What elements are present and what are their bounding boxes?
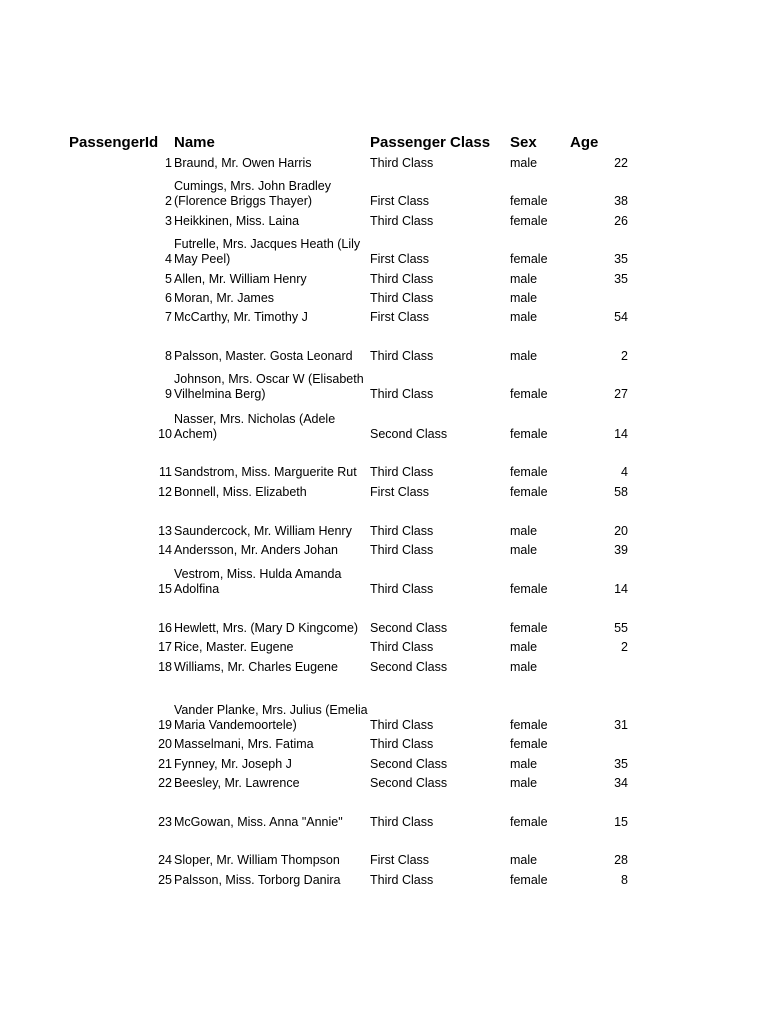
cell-name: Vestrom, Miss. Hulda Amanda Adolfina — [174, 567, 342, 596]
cell-passenger-id: 3 — [165, 214, 172, 228]
cell-passenger-id: 12 — [158, 485, 172, 499]
cell-name: McGowan, Miss. Anna "Annie" — [174, 815, 343, 829]
cell-sex: female — [510, 214, 548, 228]
cell-passenger-id: 2 — [165, 194, 172, 208]
cell-sex: male — [510, 757, 538, 771]
cell-name: Braund, Mr. Owen Harris — [174, 156, 312, 170]
cell-passenger-id: 13 — [158, 524, 172, 538]
cell-name: Vander Planke, Mrs. Julius (Emelia Maria Vandemoortele) — [174, 703, 368, 732]
cell-age: 27 — [614, 387, 628, 401]
header-sex: Sex — [510, 134, 537, 151]
cell-passenger-class: Third Class — [370, 815, 434, 829]
cell-passenger-id: 10 — [158, 427, 172, 441]
cell-sex: female — [510, 873, 548, 887]
cell-age: 38 — [614, 194, 628, 208]
cell-age: 4 — [621, 465, 628, 479]
cell-age: 35 — [614, 757, 628, 771]
cell-passenger-class: Third Class — [370, 543, 434, 557]
cell-passenger-class: Third Class — [370, 640, 434, 654]
header-name: Name — [174, 134, 215, 151]
cell-sex: male — [510, 524, 538, 538]
cell-passenger-class: First Class — [370, 485, 430, 499]
cell-passenger-class: Third Class — [370, 873, 434, 887]
cell-passenger-class: Third Class — [370, 387, 434, 401]
header-age: Age — [570, 134, 599, 151]
cell-passenger-class: Third Class — [370, 214, 434, 228]
cell-age: 2 — [621, 349, 628, 363]
cell-passenger-id: 24 — [158, 853, 172, 867]
cell-sex: female — [510, 737, 548, 751]
table-row — [0, 446, 768, 480]
table-row — [0, 485, 768, 500]
table-row — [0, 222, 768, 267]
cell-sex: female — [510, 718, 548, 732]
table-row — [0, 164, 768, 209]
cell-sex: male — [510, 291, 538, 305]
cell-sex: female — [510, 465, 548, 479]
cell-name: Bonnell, Miss. Elizabeth — [174, 485, 307, 499]
table-row — [0, 834, 768, 868]
cell-passenger-class: Third Class — [370, 349, 434, 363]
cell-passenger-id: 25 — [158, 873, 172, 887]
cell-passenger-id: 9 — [165, 387, 172, 401]
cell-passenger-class: First Class — [370, 252, 430, 266]
cell-name: Williams, Mr. Charles Eugene — [174, 660, 338, 674]
cell-passenger-id: 16 — [158, 621, 172, 635]
table-row — [0, 397, 768, 442]
cell-passenger-id: 23 — [158, 815, 172, 829]
cell-age: 26 — [614, 214, 628, 228]
cell-age: 8 — [621, 873, 628, 887]
cell-name: Rice, Master. Eugene — [174, 640, 294, 654]
cell-name: Fynney, Mr. Joseph J — [174, 757, 292, 771]
cell-passenger-class: Third Class — [370, 524, 434, 538]
cell-passenger-class: Second Class — [370, 427, 448, 441]
cell-passenger-class: Second Class — [370, 776, 448, 790]
cell-passenger-class: First Class — [370, 853, 430, 867]
cell-age: 35 — [614, 272, 628, 286]
cell-age: 58 — [614, 485, 628, 499]
cell-name: Beesley, Mr. Lawrence — [174, 776, 300, 790]
cell-age: 14 — [614, 427, 628, 441]
cell-name: Heikkinen, Miss. Laina — [174, 214, 300, 228]
cell-name: Saundercock, Mr. William Henry — [174, 524, 352, 538]
table-row — [0, 357, 768, 402]
cell-passenger-class: Second Class — [370, 757, 448, 771]
table-row — [0, 757, 768, 772]
cell-age: 20 — [614, 524, 628, 538]
cell-passenger-class: Third Class — [370, 737, 434, 751]
cell-passenger-id: 18 — [158, 660, 172, 674]
cell-passenger-class: Third Class — [370, 156, 434, 170]
cell-sex: male — [510, 310, 538, 324]
cell-passenger-id: 22 — [158, 776, 172, 790]
cell-name: Moran, Mr. James — [174, 291, 275, 305]
table-row — [0, 776, 768, 791]
table-row — [0, 310, 768, 325]
cell-name: Nasser, Mrs. Nicholas (Adele Achem) — [174, 412, 336, 441]
cell-age: 31 — [614, 718, 628, 732]
cell-passenger-class: Third Class — [370, 465, 434, 479]
cell-name: Hewlett, Mrs. (Mary D Kingcome) — [174, 621, 359, 635]
cell-passenger-id: 14 — [158, 543, 172, 557]
cell-passenger-id: 20 — [158, 737, 172, 751]
cell-name: Cumings, Mrs. John Bradley (Florence Briggs Thayer) — [174, 179, 332, 208]
cell-passenger-id: 17 — [158, 640, 172, 654]
cell-passenger-id: 1 — [165, 156, 172, 170]
cell-sex: female — [510, 485, 548, 499]
cell-name: Futrelle, Mrs. Jacques Heath (Lily May Peel) — [174, 237, 361, 266]
cell-passenger-class: First Class — [370, 310, 430, 324]
cell-passenger-class: Second Class — [370, 660, 448, 674]
cell-passenger-id: 6 — [165, 291, 172, 305]
cell-sex: female — [510, 621, 548, 635]
table-row — [0, 873, 768, 888]
table-row — [0, 602, 768, 636]
cell-passenger-id: 5 — [165, 272, 172, 286]
cell-sex: male — [510, 660, 538, 674]
cell-name: Johnson, Mrs. Oscar W (Elisabeth Vilhelmina Berg) — [174, 372, 364, 401]
table-row — [0, 640, 768, 655]
cell-name: Allen, Mr. William Henry — [174, 272, 307, 286]
cell-passenger-class: Third Class — [370, 718, 434, 732]
table-row — [0, 291, 768, 306]
cell-name: Andersson, Mr. Anders Johan — [174, 543, 338, 557]
table-row — [0, 796, 768, 830]
cell-sex: female — [510, 815, 548, 829]
cell-age: 55 — [614, 621, 628, 635]
cell-age: 15 — [614, 815, 628, 829]
cell-name: Sandstrom, Miss. Marguerite Rut — [174, 465, 357, 479]
cell-sex: male — [510, 543, 538, 557]
cell-sex: male — [510, 349, 538, 363]
cell-sex: female — [510, 582, 548, 596]
cell-passenger-id: 8 — [165, 349, 172, 363]
table-row — [0, 552, 768, 597]
cell-sex: female — [510, 252, 548, 266]
cell-passenger-class: Third Class — [370, 582, 434, 596]
cell-sex: male — [510, 853, 538, 867]
cell-age: 28 — [614, 853, 628, 867]
cell-passenger-id: 4 — [165, 252, 172, 266]
cell-passenger-id: 11 — [159, 465, 172, 479]
cell-passenger-class: Third Class — [370, 291, 434, 305]
cell-name: Masselmani, Mrs. Fatima — [174, 737, 314, 751]
cell-passenger-id: 21 — [158, 757, 172, 771]
cell-age: 39 — [614, 543, 628, 557]
cell-name: Palsson, Miss. Torborg Danira — [174, 873, 341, 887]
cell-passenger-id: 19 — [158, 718, 172, 732]
cell-passenger-class: Third Class — [370, 272, 434, 286]
cell-name: Sloper, Mr. William Thompson — [174, 853, 340, 867]
header-passenger-id: PassengerId — [69, 134, 159, 151]
cell-sex: female — [510, 427, 548, 441]
table-row — [0, 505, 768, 539]
cell-age: 35 — [614, 252, 628, 266]
cell-age: 54 — [614, 310, 628, 324]
table-row — [0, 737, 768, 752]
table-row — [0, 272, 768, 287]
cell-age: 34 — [614, 776, 628, 790]
cell-sex: female — [510, 194, 548, 208]
table-row — [0, 658, 768, 733]
cell-sex: male — [510, 272, 538, 286]
cell-passenger-id: 7 — [165, 310, 172, 324]
cell-age: 22 — [614, 156, 628, 170]
cell-sex: male — [510, 640, 538, 654]
cell-passenger-id: 15 — [158, 582, 172, 596]
cell-passenger-class: Second Class — [370, 621, 448, 635]
cell-sex: female — [510, 387, 548, 401]
cell-age: 2 — [621, 640, 628, 654]
cell-name: Palsson, Master. Gosta Leonard — [174, 349, 353, 363]
header-passenger-class: Passenger Class — [370, 134, 491, 151]
cell-age: 14 — [614, 582, 628, 596]
cell-sex: male — [510, 156, 538, 170]
cell-passenger-class: First Class — [370, 194, 430, 208]
cell-sex: male — [510, 776, 538, 790]
cell-name: McCarthy, Mr. Timothy J — [174, 310, 308, 324]
